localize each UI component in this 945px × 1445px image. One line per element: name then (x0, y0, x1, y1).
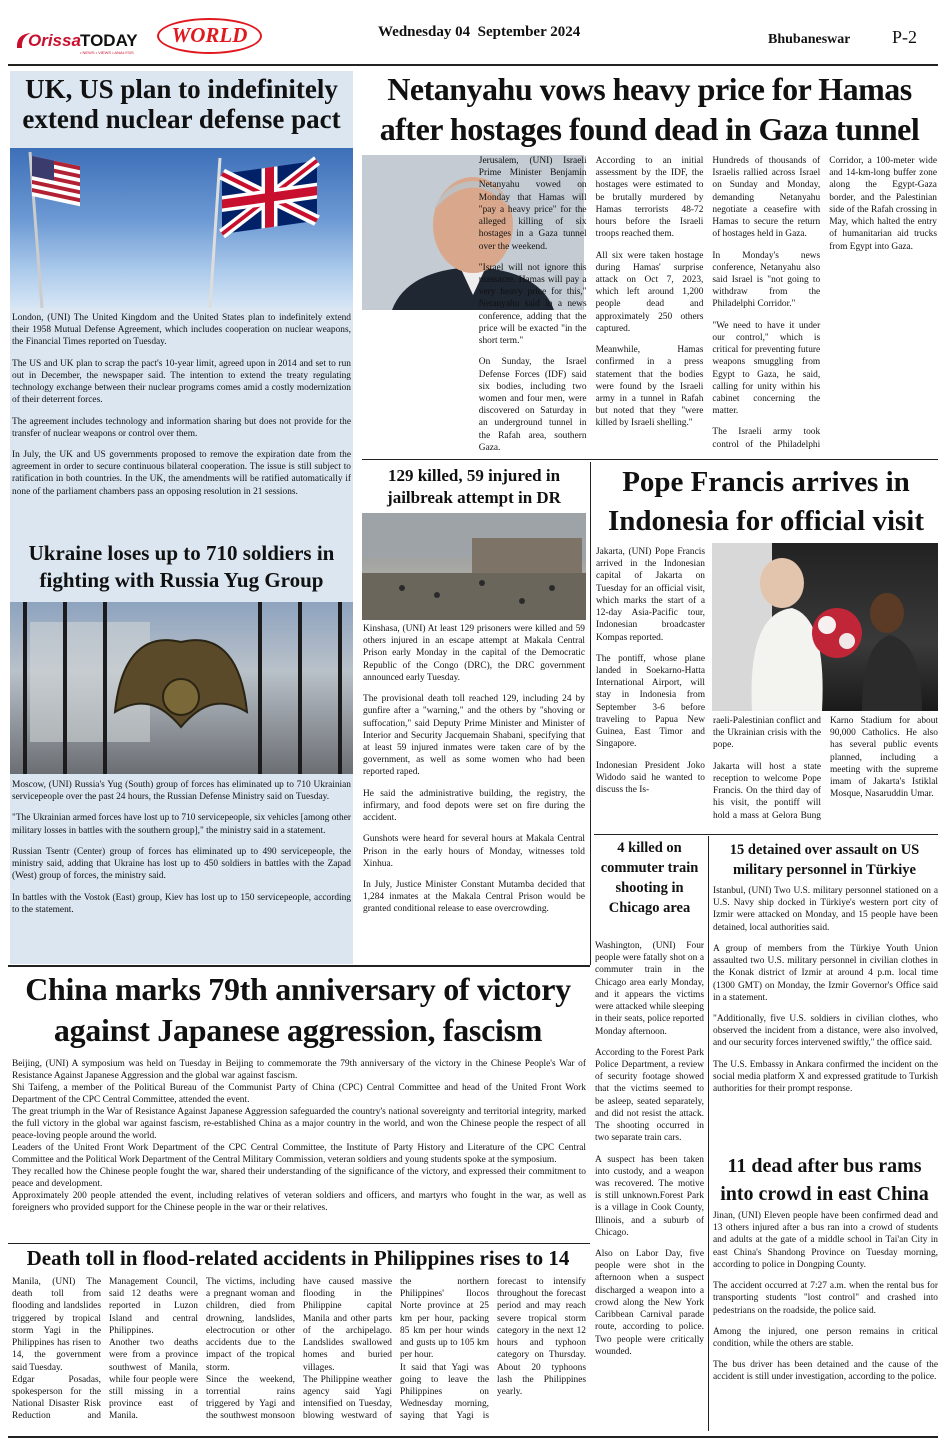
bus-para: Among the injured, one person remains in critical condition, while the others are stable. (713, 1326, 938, 1349)
ukraine-body (12, 779, 351, 961)
philippines-para: Manila, (UNI) The death toll from flooding and landslides triggered by tropical storm Yagi in the Philippines has risen to 14, the government said Tuesday. (12, 1277, 101, 1373)
china-headline: China marks 79th anniversary of victory against Japanese aggression, fascism (25, 971, 571, 1048)
congo-para: Gunshots were heard for several hours at Makala Central Prison in the early hours of Monday, witnesses told Xinhua. (363, 834, 585, 869)
netanyahu-body (362, 155, 937, 456)
pope-headline: Pope Francis arrives in Indonesia for official visit (607, 466, 925, 537)
bus-para: The accident occurred at 7:27 a.m. when the rental bus for transporting students "lost control" and crashed into pedestrians on the roadside, the police said. (713, 1281, 938, 1316)
turkiye-headline: 15 detained over assault on US military personnel in Türkiye (729, 842, 920, 878)
congo-para: The provisional death toll reached 129, including 24 by gunfire after a "warning," and the others by "shoving or suffocation," said Deputy Prime Minister and Minister of Interior and Security Jacquemain Shabani, specifying that at least 59 injured inmates were taken care of by the government, as well as some women who had been reported raped. (363, 694, 585, 778)
nuclear-para: In July, the UK and US governments proposed to remove the expiration date from the agreement in order to secure continuous bilateral cooperation. The issue is still subject to ratification in both countries. In the UK, the amendments will be ratified automatically if none of the parliament chambers pass an opposing resolution in 21 sessions. (12, 449, 351, 497)
eagle-gate-icon (10, 602, 353, 774)
chicago-para: A suspect has been taken into custody, and a weapon was recovered. The motive is still unknown.Forest Park is a village in Cook County, Illinois, and a suburb of Chicago. (595, 1154, 704, 1238)
pope-para: Indonesian President Joko Widodo said he wanted to discuss the Is- (596, 760, 705, 795)
prison-scene-icon (362, 513, 586, 620)
turkiye-para: "Additionally, five U.S. soldiers in civilian clothes, who observed the incident from a distance, were also involved, and our security forces intervened swiftly," the office said. (713, 1013, 938, 1049)
masthead (0, 0, 945, 68)
china-para: Shi Taifeng, a member of the Political Bureau of the Communist Party of China (CPC) Central Committee and head of the United Front Work Department of the CPC Central Committee, attended the event. (12, 1083, 586, 1106)
china-para: Beijing, (UNI) A symposium was held on Tuesday in Beijing to commemorate the 79th anniversary of the victory in the Chinese People's War of Resistance Against Japanese Aggression and the global war against fascism. (12, 1059, 586, 1082)
nuclear-para: The US and UK plan to scrap the pact's 10-year limit, agreed upon in 2014 and set to run out in December, the newspaper said. The intention to extend the treaty regulating technology exchange between their nuclear programs comes amid a costly modernization of their deterrent forces. (12, 358, 351, 406)
turkiye-para: A group of members from the Türkiye Youth Union assaulted two U.S. military personnel in civilian clothes in the Konak district of Izmir at around 4 p.m. local time (1300 GMT) on Monday, the Izmir Governor's Office said in a statement. (713, 943, 938, 1003)
philippines-para: It said that Yagi was going to leave the Philippines on Wednesday morning, saying that Yagi is forecast to intensify throughout the forecast period and may reach severe tropical storm category in the next 12 hours and typhoon category on Thursday. About 20 typhoons lash the Philippines yearly. (400, 1277, 586, 1422)
nuclear-para: London, (UNI) The United Kingdom and the United States plan to indefinitely extend their 1958 Mutual Defense Agreement, which includes cooperation on nuclear weapons, the Financial Times reported on Tuesday. (12, 313, 351, 348)
us-uk-flags-photo (10, 148, 353, 308)
bottom-rule (8, 1436, 938, 1438)
nuclear-headline: UK, US plan to indefinitely extend nuclear defense pact (22, 74, 341, 135)
turkiye-para: The U.S. Embassy in Ankara confirmed the incident on the social media platform X and expressed gratitude to Turkish authorities for their prompt response. (713, 1059, 938, 1095)
netanyahu-para: Hundreds of thousands of Israelis rallied across Israel on Sunday and Monday, demanding Netanyahu negotiate a ceasefire with Hamas to secure the return of hostages held in Gaza. (712, 156, 821, 240)
city-label: Bhubaneswar (768, 32, 851, 47)
ukraine-headline: Ukraine loses up to 710 soldiers in fighting with Russia Yug Group (28, 541, 335, 593)
page-number: P-2 (892, 27, 918, 47)
china-para: The great triumph in the War of Resistance Against Japanese Aggression safeguarded the country's national sovereignty and territorial integrity, marked the full victory in the global war against fascism, re-established China as a major country in the world, and won the Chinese people the respect of all peace-loving people around the world. (12, 1107, 586, 1142)
logo (14, 26, 154, 56)
china-para: Approximately 200 people attended the event, including relatives of veteran soldiers and officers, and martyrs who fought in the war, as well as foreigners who provided support for the Chinese people in the war or their relatives. (12, 1191, 586, 1214)
netanyahu-para: "We need to have it under our control," which is critical for preventing future weapons smuggling from Egypt to Gaza, he said, calling for unity within his cabinet concerning the matter. (712, 320, 821, 417)
netanyahu-para: The Israeli army took control of the Philadelphi Corridor, a 100-meter wide and 14-km-long buffer zone along the Egypt-Gaza border, and the Palestinian side of the Rafah crossing in May, which halted the entry of humanitarian aid trucks from Egypt into Gaza. (712, 156, 937, 450)
chicago-para: Washington, (UNI) Four people were fatally shot on a commuter train in the Chicago area early Monday, and it appears the victims were attacked while sleeping in their seats, police reported Monday afternoon. (595, 941, 704, 1037)
section-rule (8, 965, 590, 967)
pope-photo (712, 543, 938, 711)
flags-icon (10, 148, 353, 308)
section-rule (362, 459, 938, 460)
pope-para: The pontiff, whose plane landed in Soekarno-Hatta International Airport, will stay in Indonesia from September 3-6 before traveling to Papua New Guinea, East Timor and Singapore. (596, 653, 705, 750)
netanyahu-para: "Israel will not ignore this massacre. Hamas will pay a very heavy price for this," Netanyahu said in a news conference, adding that the price will be exacted "in the short term." (478, 262, 587, 347)
bus-para: Jinan, (UNI) Eleven people have been confirmed dead and 13 others injured after a bus ran into a crowd of students and adults at the gate of a middle school in Tai'an City in east China's Shandong Province on Tuesday morning, according to police in Dongping County. (713, 1211, 938, 1270)
bus-body (713, 1210, 938, 1432)
congo-body (363, 623, 585, 963)
prison-photo (362, 513, 586, 620)
philippines-para: Edgar Posadas, spokesperson for the National Disaster Risk Reduction and Management Council, said 12 deaths were reported in Luzon Island and central Philippines. (12, 1277, 198, 1422)
logo-word-today: TODAY (80, 31, 138, 50)
philippines-headline: Death toll in flood-related accidents in Philippines rises to 14 (26, 1246, 570, 1270)
pope-para: Jakarta will host a state reception to welcome Pope Francis. On the third day of his visit, the pontiff will hold a mass at Gelora Bung Karno Stadium for about 90,000 Catholics. He also has several public events planned, including a meeting with the supreme imam of Jakarta's Istiklal Mosque, Nasaruddin Umar. (713, 716, 938, 821)
congo-para: He said the administrative building, the registry, the infirmary, and food depots were set on fire during the accident. (363, 788, 585, 824)
philippines-para: Since the weekend, torrential rains triggered by Yagi and the southwest monsoon have caused massive flooding in the Philippine capital Manila and other parts of the archipelago. Landslides swallowed homes and buried villages. (206, 1277, 392, 1422)
congo-para: Kinshasa, (UNI) At least 129 prisoners were killed and 59 others injured in an escape attempt at Makala Central Prison early Monday in the capital of the Democratic Republic of the Congo (DRC), the DRC government announced early Tuesday. (363, 624, 585, 683)
turkiye-body (713, 885, 938, 1147)
section-rule (8, 1243, 590, 1244)
bus-para: The bus driver has been detained and the cause of the accident is still under investigation, according to the police. (713, 1360, 938, 1383)
netanyahu-para: Jerusalem, (UNI) Israeli Prime Minister Benjamin Netanyahu vowed on Monday that Hamas will "pay a heavy price" for the alleged killing of six hostages in a Gaza tunnel over the weekend. (478, 156, 587, 252)
bus-headline: 11 dead after bus rams into crowd in east China (720, 1155, 929, 1206)
pope-para: raeli-Palestinian conflict and the Ukrainian crisis with the pope. (713, 716, 821, 751)
turkiye-para: Istanbul, (UNI) Two U.S. military personnel stationed on a U.S. Navy ship docked in Türkiye's western port city of Izmir were attacked on Monday, and 15 people have been detained, local authorities said. (713, 886, 938, 933)
ukraine-para: Moscow, (UNI) Russia's Yug (South) group of forces has eliminated up to 710 Ukrainian servicepeople over the past 24 hours, the Russian Defense Ministry said on Tuesday. (12, 780, 351, 803)
pope-body-right (713, 715, 938, 830)
netanyahu-para: According to an initial assessment by the IDF, the hostages were estimated to be brutally murdered by Hamas terrorists 48-72 hours before the Israeli troops reached them. (595, 156, 704, 240)
photo-spacer (362, 155, 470, 313)
column-divider (590, 462, 591, 965)
ukraine-para: Russian Tsentr (Center) group of forces has eliminated up to 490 servicepeople, the ministry said, adding that Ukraine has lost up to 450 soldiers in battles with the Zapad (West) group of forces, the ministry said. (12, 846, 351, 882)
netanyahu-headline: Netanyahu vows heavy price for Hamas after hostages found dead in Gaza tunnel (379, 71, 920, 147)
philippines-para: The Philippine weather agency said Yagi intensified on Tuesday, blowing westward of the northern Philippines' Ilocos Norte province at 25 km per hour, packing 85 km per hour winds and gusts up to 105 km per hour. (303, 1277, 489, 1422)
section-badge (157, 18, 262, 54)
pope-body-left (596, 546, 705, 828)
masthead-rule (8, 64, 938, 66)
pope-para: Jakarta, (UNI) Pope Francis arrived in the Indonesian capital of Jakarta on Tuesday for an official visit, which marks the start of a 12-day Asia-Pacific tour, Indonesian broadcaster Kompas reported. (596, 547, 705, 643)
congo-headline: 129 killed, 59 injured in jailbreak attempt in DR (387, 466, 561, 508)
section-rule (594, 834, 938, 835)
ukraine-para: In battles with the Vostok (East) group, Kiev has lost up to 150 servicepeople, according to the statement. (12, 892, 351, 915)
netanyahu-para: On Sunday, the Israel Defense Forces (IDF) said six bodies, including two women and four men, were discovered on Saturday in an underground tunnel in the Rafah area, southern Gaza. (478, 357, 587, 453)
ukraine-para: "The Ukrainian armed forces have lost up to 710 servicepeople, six vehicles [among other military losses in battles with the southern group]," the ministry said in a statement. (12, 813, 351, 836)
logo-tagline: • NEWS • VIEWS • ANALYSIS (80, 50, 134, 55)
chicago-para: Also on Labor Day, five people were shot in the afternoon when a suspect discharged a weapon into a crowd along the New York Caribbean Carnival parade route, according to police. Two people were critically wounded. (595, 1249, 704, 1357)
philippines-body (12, 1276, 586, 1433)
pope-welcome-icon (712, 543, 938, 711)
china-para: Leaders of the United Front Work Department of the CPC Central Committee, the Institute of Party History and Literature of the CPC Central Committee and the Political Work Department of the Central Military Commission, veteran soldiers and young students spoke at the symposium. (12, 1143, 586, 1166)
philippines-para: Another two deaths were from a province southwest of Manila, while four people were still missing in a province east of Manila. (109, 1338, 198, 1422)
china-body (12, 1058, 586, 1242)
issue-date: Wednesday 04 September 2024 (378, 24, 581, 40)
china-para: They recalled how the Chinese people fought the war, shared their understanding of the significance of the victory, and expressed their commitment to peace and development. (12, 1167, 586, 1190)
netanyahu-para: All six were taken hostage during Hamas' surprise attack on Oct 7, 2023, which left around 1,200 people dead and approximately 250 others captured. (595, 250, 704, 334)
chicago-headline: 4 killed on commuter train shooting in Chicago area (600, 840, 699, 916)
chicago-body (595, 940, 704, 1430)
chicago-para: According to the Forest Park Police Department, a review of security footage showed that the victims seemed to be asleep, seated separately, and did not resist the attack. The shooting occurred in two separate train cars. (595, 1047, 704, 1144)
nuclear-para: The agreement includes technology and information sharing but does not provide for the transfer of nuclear weapons or control over them. (12, 416, 351, 439)
column-divider (708, 836, 709, 1431)
netanyahu-para: Meanwhile, Hamas confirmed in a press statement that the bodies were found by the Israeli army in a tunnel in Rafah but noted that they "were killed by Israeli shelling." (595, 345, 704, 429)
philippines-para: The victims, including a pregnant woman and children, died from drowning, landslides, electrocution or other accidents due to the impact of the tropical storm. (206, 1277, 295, 1373)
logo-word-orissa: Orissa (28, 31, 81, 50)
section-label: WORLD (171, 23, 248, 47)
russian-emblem-photo (10, 602, 353, 774)
netanyahu-para: In Monday's news conference, Netanyahu also said Israel is "not going to withdraw from the Philadelphi Corridor." (712, 250, 821, 310)
congo-para: In July, Justice Minister Constant Mutamba decided that 1,284 inmates at the Makala Central Prison would be granted conditional release to ease overcrowding. (363, 879, 585, 915)
nuclear-body (12, 312, 351, 534)
